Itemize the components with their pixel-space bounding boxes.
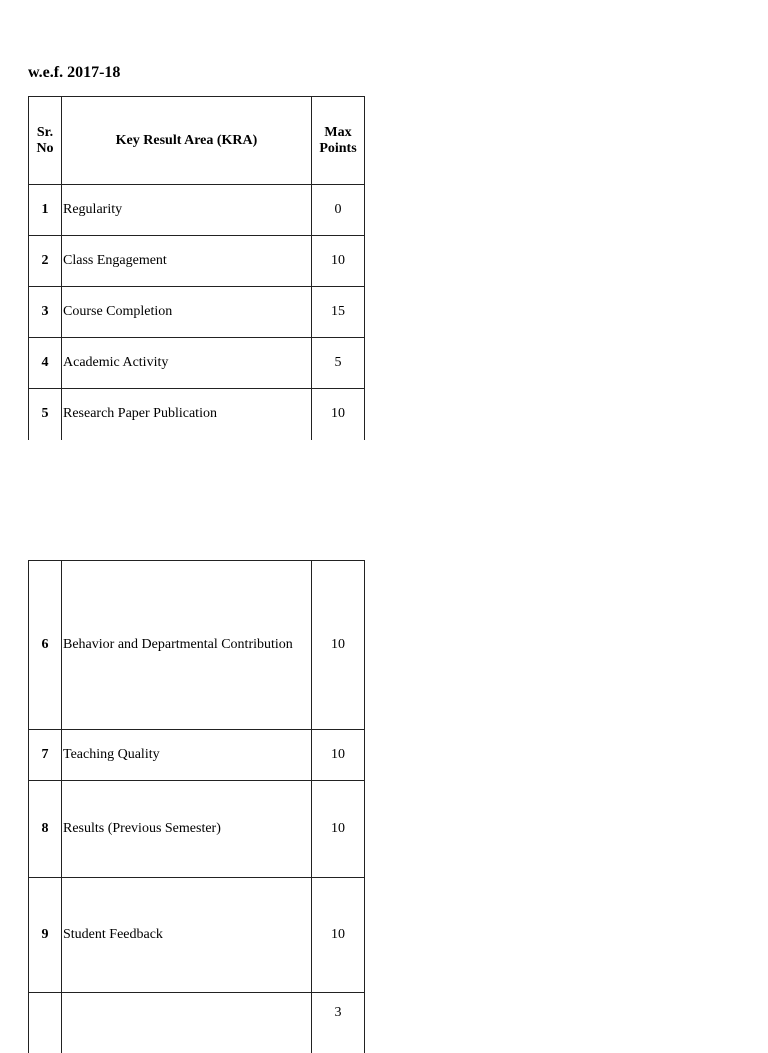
- row-kra: Behavior and Departmental Contribution: [62, 561, 312, 730]
- table-row: [29, 236, 365, 287]
- row-kra: Student Feedback: [62, 878, 312, 993]
- table-row: [29, 561, 365, 730]
- row-sr: 3: [29, 287, 62, 338]
- row-points: 10: [312, 389, 365, 440]
- row-points: 15: [312, 287, 365, 338]
- row-points: 5: [312, 338, 365, 389]
- kra-table-part-1: [28, 96, 365, 440]
- row-kra: Results (Previous Semester): [62, 781, 312, 878]
- table-row: [29, 185, 365, 236]
- row-kra: Research Paper Publication: [62, 389, 312, 440]
- table-header-row: [29, 97, 365, 185]
- row-kra: Class Engagement: [62, 236, 312, 287]
- table-row: [29, 878, 365, 993]
- row-kra: [62, 993, 312, 1053]
- row-kra: Academic Activity: [62, 338, 312, 389]
- row-sr: 7: [29, 730, 62, 781]
- row-points: 0: [312, 185, 365, 236]
- row-points: 10: [312, 236, 365, 287]
- header-max-points: Max Points: [312, 97, 365, 185]
- row-kra: Course Completion: [62, 287, 312, 338]
- table-row: [29, 338, 365, 389]
- document-heading: w.e.f. 2017-18: [28, 64, 121, 81]
- table-row: [29, 389, 365, 440]
- row-sr: 5: [29, 389, 62, 440]
- table-row: [29, 781, 365, 878]
- row-sr: [29, 993, 62, 1053]
- table-row: [29, 993, 365, 1053]
- row-kra: Regularity: [62, 185, 312, 236]
- header-sr-no: Sr. No: [29, 97, 62, 185]
- row-kra: Teaching Quality: [62, 730, 312, 781]
- row-sr: 1: [29, 185, 62, 236]
- row-sr: 6: [29, 561, 62, 730]
- row-points: 3: [312, 993, 365, 1053]
- row-sr: 2: [29, 236, 62, 287]
- row-sr: 9: [29, 878, 62, 993]
- kra-table-part-2: [28, 560, 365, 1053]
- row-points: 10: [312, 781, 365, 878]
- row-points: 10: [312, 878, 365, 993]
- row-sr: 4: [29, 338, 62, 389]
- header-kra: Key Result Area (KRA): [62, 97, 312, 185]
- table-row: [29, 730, 365, 781]
- table-row: [29, 287, 365, 338]
- row-sr: 8: [29, 781, 62, 878]
- row-points: 10: [312, 561, 365, 730]
- row-points: 10: [312, 730, 365, 781]
